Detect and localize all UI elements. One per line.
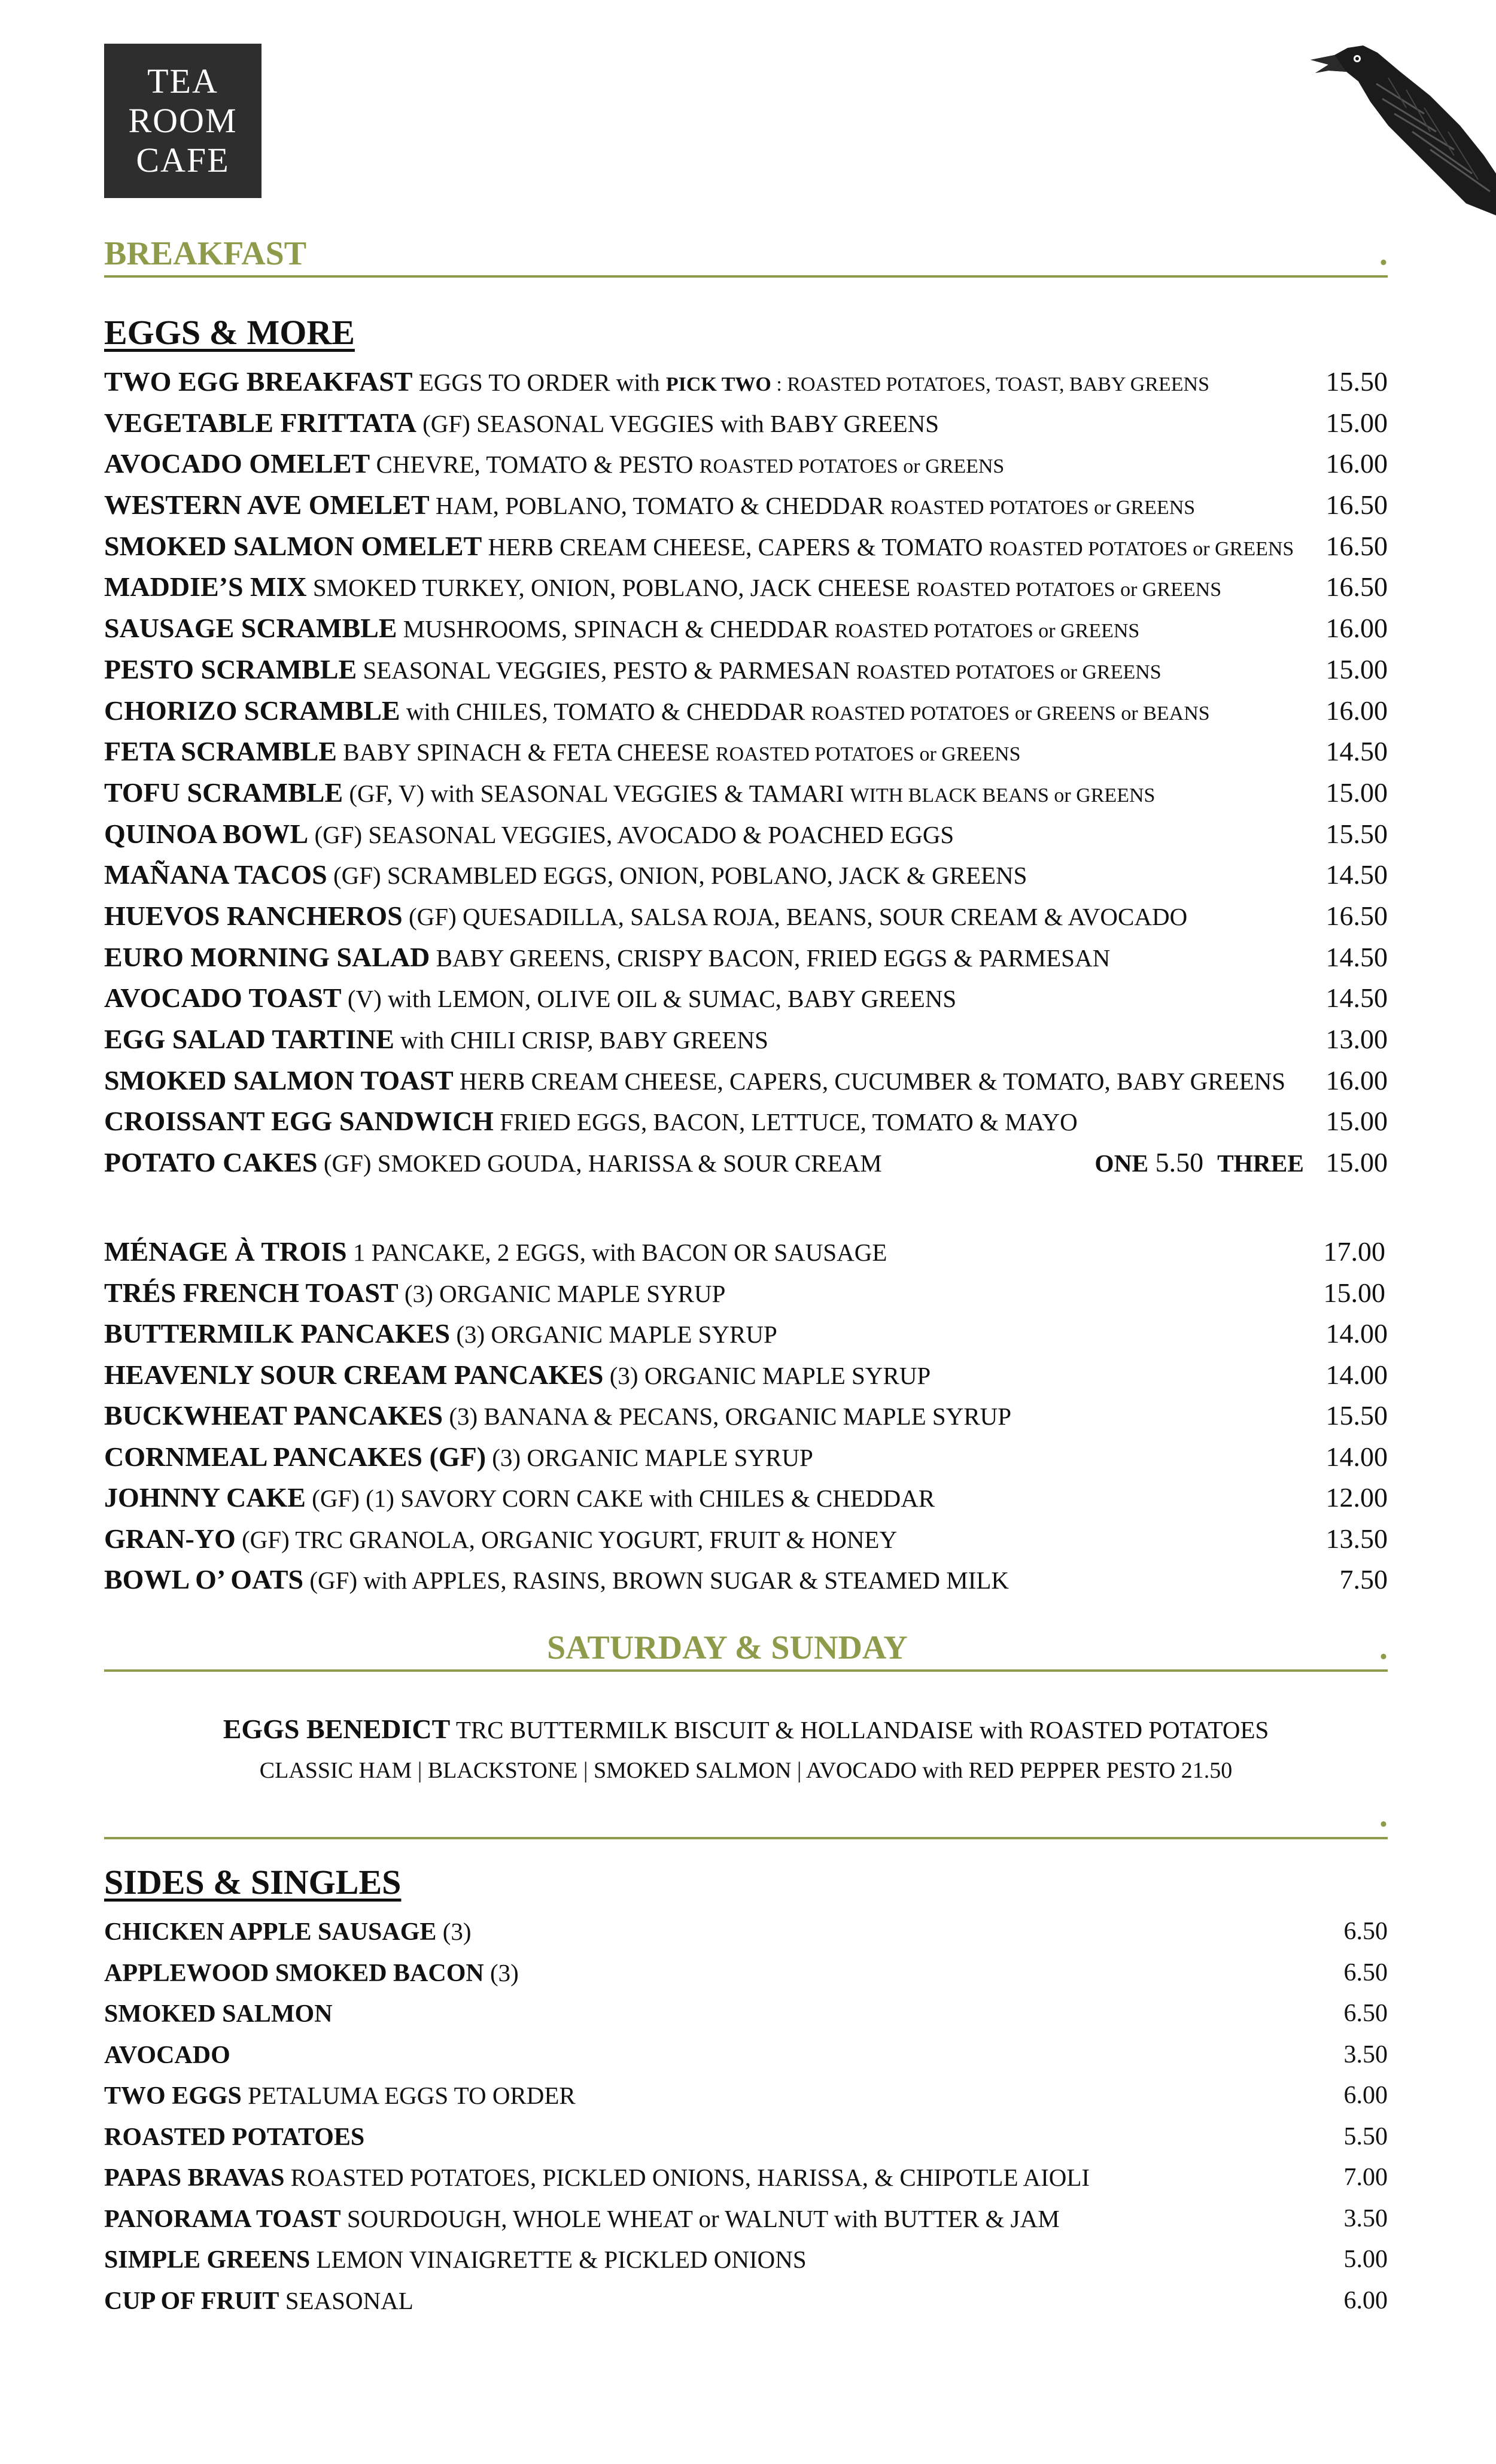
item-price: 15.00	[1325, 1106, 1388, 1137]
item-desc: (3) BANANA & PECANS, ORGANIC MAPLE SYRUP	[443, 1403, 1012, 1430]
item-price: 16.00	[1325, 695, 1388, 726]
item-extra: ROASTED POTATOES or GREENS	[890, 497, 1196, 519]
item-price: 3.50	[1343, 2040, 1388, 2068]
item-desc: (3)	[436, 1918, 472, 1945]
item-extra: ROASTED POTATOES or GREENS	[856, 661, 1161, 683]
item-name: BOWL O’ OATS	[104, 1564, 304, 1595]
item-extra: ROASTED POTATOES or GREENS	[834, 620, 1140, 643]
item-price: 16.00	[1325, 448, 1388, 479]
item-extra: ROASTED POTATOES or GREENS	[989, 537, 1294, 560]
item-price: 14.50	[1325, 859, 1388, 890]
item-desc: with CHILES, TOMATO & CHEDDAR	[400, 697, 811, 725]
item-price: 15.00	[1325, 777, 1388, 808]
item-name: GRAN-YO	[104, 1523, 236, 1554]
item-desc: SOURDOUGH, WHOLE WHEAT or WALNUT with BUTTER & JAM	[340, 2204, 1060, 2232]
item-name: WESTERN AVE OMELET	[104, 489, 430, 521]
item-extra: ROASTED POTATOES or GREENS	[716, 743, 1021, 766]
benedict-desc: TRC BUTTERMILK BISCUIT & HOLLANDAISE with ROASTED POTATOES	[450, 1716, 1269, 1744]
item-price: 13.00	[1325, 1024, 1388, 1054]
logo	[104, 44, 262, 198]
item-desc: EGGS TO ORDER with	[412, 369, 666, 396]
menu-item	[104, 2157, 1388, 2198]
item-extra-bold: PICK TWO	[665, 373, 771, 396]
item-price: 16.00	[1325, 613, 1388, 644]
item-price: 5.00	[1343, 2246, 1388, 2273]
menu-item	[104, 608, 1388, 649]
item-price: 16.50	[1325, 530, 1388, 561]
menu-item	[104, 690, 1388, 732]
item-extra: ROASTED POTATOES or GREENS	[699, 455, 1005, 478]
item-price: 15.00	[1325, 1147, 1388, 1178]
item-price: 15.50	[1325, 366, 1388, 397]
item-name: SIMPLE GREENS	[104, 2246, 311, 2274]
item-extra: : ROASTED POTATOES, TOAST, BABY GREENS	[771, 373, 1209, 396]
item-price: 14.00	[1325, 1441, 1388, 1472]
item-price: 13.50	[1325, 1523, 1388, 1554]
item-price: 6.00	[1343, 2286, 1388, 2314]
item-desc: (3) ORGANIC MAPLE SYRUP	[486, 1443, 813, 1471]
item-name: BUCKWHEAT PANCAKES	[104, 1400, 443, 1431]
item-desc: SEASONAL	[279, 2286, 413, 2314]
item-desc: (GF) TRC GRANOLA, ORGANIC YOGURT, FRUIT & HONEY	[235, 1525, 898, 1553]
item-name: SMOKED SALMON TOAST	[104, 1064, 454, 1096]
item-price: 7.00	[1343, 2164, 1388, 2191]
item-desc: HAM, POBLANO, TOMATO & CHEDDAR	[429, 492, 890, 520]
menu-item	[104, 485, 1388, 526]
menu-item	[104, 1559, 1388, 1601]
item-name: CORNMEAL PANCAKES (GF)	[104, 1441, 486, 1472]
item-desc: LEMON VINAIGRETTE & PICKLED ONIONS	[310, 2246, 807, 2273]
item-price: 14.50	[1325, 982, 1388, 1014]
menu-item	[104, 1477, 1388, 1519]
item-name: MADDIE’S MIX	[104, 571, 307, 603]
item-name: FETA SCRAMBLE	[104, 736, 337, 767]
item-extra: WITH BLACK BEANS or GREENS	[850, 784, 1156, 807]
crow-illustration	[1310, 24, 1496, 215]
item-name: CROISSANT EGG SANDWICH	[104, 1106, 494, 1137]
menu-item	[104, 1019, 1388, 1060]
benedict-name: EGGS BENEDICT	[223, 1714, 451, 1744]
menu-item	[104, 361, 1388, 403]
logo-line-1: TEA	[147, 62, 218, 101]
menu-item	[104, 649, 1388, 690]
item-desc: (GF) (1) SAVORY CORN CAKE with CHILES & CHEDDAR	[305, 1485, 935, 1512]
item-price: 7.50	[1339, 1564, 1388, 1595]
item-name: EURO MORNING SALAD	[104, 941, 430, 972]
menu-item	[104, 1101, 1388, 1142]
weekend-header	[104, 1629, 1388, 1672]
item-name: BUTTERMILK PANCAKES	[104, 1318, 451, 1349]
item-name: AVOCADO	[104, 2041, 230, 2069]
item-desc: CHEVRE, TOMATO & PESTO	[370, 451, 700, 479]
menu-item	[104, 2034, 1388, 2076]
menu-item	[104, 1952, 1388, 1994]
breakfast-header	[104, 235, 1388, 278]
weekend-closing-end: .	[1379, 1797, 1388, 1834]
pancakes-list	[104, 1231, 1388, 1601]
menu-item	[104, 814, 1388, 855]
item-desc: HERB CREAM CHEESE, CAPERS, CUCUMBER & TOMATO, BABY GREENS	[453, 1067, 1286, 1095]
item-price: 15.00	[1325, 407, 1388, 438]
menu-item	[104, 2280, 1388, 2322]
item-name: PESTO SCRAMBLE	[104, 653, 357, 685]
breakfast-title: BREAKFAST	[104, 235, 307, 272]
item-name: TWO EGGS	[104, 2082, 242, 2110]
menu-item	[104, 1911, 1388, 1952]
item-name: AVOCADO TOAST	[104, 982, 342, 1014]
item-name: APPLEWOOD SMOKED BACON	[104, 1959, 484, 1987]
item-desc: (3) ORGANIC MAPLE SYRUP	[450, 1321, 777, 1348]
weekend-closing-rule	[104, 1797, 1388, 1839]
menu-item	[104, 2116, 1388, 2158]
item-name: QUINOA BOWL	[104, 818, 309, 849]
item-desc: (3) ORGANIC MAPLE SYRUP	[603, 1361, 931, 1389]
menu-item	[104, 1231, 1388, 1273]
item-name: SMOKED SALMON OMELET	[104, 530, 482, 561]
sides-title: SIDES & SINGLES	[104, 1863, 402, 1902]
item-desc: HERB CREAM CHEESE, CAPERS & TOMATO	[482, 533, 989, 561]
item-desc: (3)	[484, 1958, 519, 1987]
menu-item	[104, 1142, 1388, 1184]
menu-item	[104, 2198, 1388, 2240]
menu-item	[104, 526, 1388, 567]
item-name: CHORIZO SCRAMBLE	[104, 695, 400, 726]
menu-item	[104, 978, 1388, 1019]
item-price: 15.00	[1325, 653, 1388, 685]
item-name: JOHNNY CAKE	[104, 1482, 306, 1513]
item-price: 6.00	[1343, 2082, 1388, 2109]
item-price: 14.50	[1325, 736, 1388, 767]
menu-item	[104, 2239, 1388, 2280]
item-name: MÉNAGE À TROIS	[104, 1236, 347, 1267]
eggs-benedict	[104, 1709, 1388, 1791]
menu-item	[104, 403, 1388, 444]
item-desc: PETALUMA EGGS TO ORDER	[241, 2082, 576, 2109]
item-name: TWO EGG BREAKFAST	[104, 366, 413, 397]
option-three-label: THREE	[1217, 1149, 1304, 1178]
item-name: TRÉS FRENCH TOAST	[104, 1277, 399, 1308]
menu-item	[104, 1313, 1388, 1355]
item-desc: (V) with LEMON, OLIVE OIL & SUMAC, BABY GREENS	[341, 985, 957, 1013]
option-one-price: 5.50	[1148, 1147, 1204, 1178]
item-name: AVOCADO OMELET	[104, 448, 370, 479]
benedict-line	[104, 1709, 1388, 1750]
item-size-options	[1094, 1142, 1304, 1184]
item-price: 16.50	[1325, 489, 1388, 521]
item-desc: BABY GREENS, CRISPY BACON, FRIED EGGS & PARMESAN	[430, 944, 1111, 972]
eggs-list	[104, 361, 1388, 1184]
benedict-options: CLASSIC HAM | BLACKSTONE | SMOKED SALMON | AVOCADO with RED PEPPER PESTO 21.50	[259, 1758, 1233, 1783]
item-desc: FRIED EGGS, BACON, LETTUCE, TOMATO & MAYO	[493, 1108, 1078, 1136]
item-desc: (GF) SEASONAL VEGGIES with BABY GREENS	[416, 409, 939, 437]
item-name: VEGETABLE FRITTATA	[104, 407, 416, 438]
item-desc: (3) ORGANIC MAPLE SYRUP	[398, 1279, 726, 1307]
item-name: TOFU SCRAMBLE	[104, 777, 343, 808]
item-price: 14.50	[1325, 941, 1388, 972]
menu-item	[104, 443, 1388, 485]
item-name: HEAVENLY SOUR CREAM PANCAKES	[104, 1359, 604, 1390]
item-desc: (GF, V) with SEASONAL VEGGIES & TAMARI	[343, 779, 850, 807]
logo-line-2: ROOM	[128, 101, 238, 140]
menu-item	[104, 1355, 1388, 1396]
item-name: CHICKEN APPLE SAUSAGE	[104, 1918, 437, 1946]
eggs-title: EGGS & MORE	[104, 313, 355, 352]
item-price: 6.50	[1343, 1958, 1388, 1987]
menu-item	[104, 1060, 1388, 1102]
item-name: CUP OF FRUIT	[104, 2287, 279, 2315]
item-desc: (GF) QUESADILLA, SALSA ROJA, BEANS, SOUR CREAM & AVOCADO	[402, 902, 1188, 930]
item-name: SAUSAGE SCRAMBLE	[104, 613, 397, 644]
sides-list	[104, 1911, 1388, 2321]
item-name: ROASTED POTATOES	[104, 2123, 365, 2151]
option-one-label: ONE	[1094, 1149, 1149, 1178]
item-desc: MUSHROOMS, SPINACH & CHEDDAR	[397, 615, 835, 643]
menu-item	[104, 1437, 1388, 1478]
item-price: 14.00	[1325, 1318, 1388, 1349]
item-price: 16.50	[1325, 571, 1388, 603]
item-name: SMOKED SALMON	[104, 2000, 333, 2028]
menu-item	[104, 1993, 1388, 2034]
item-price: 15.50	[1325, 818, 1388, 849]
item-name: MAÑANA TACOS	[104, 859, 327, 890]
menu-item	[104, 854, 1388, 896]
item-name: PAPAS BRAVAS	[104, 2164, 285, 2192]
item-price: 15.50	[1325, 1400, 1388, 1431]
item-name: HUEVOS RANCHEROS	[104, 900, 403, 931]
item-desc: (GF) with APPLES, RASINS, BROWN SUGAR & STEAMED MILK	[303, 1566, 1010, 1594]
item-price: 14.00	[1325, 1359, 1388, 1390]
weekend-title: SATURDAY & SUNDAY	[547, 1629, 908, 1666]
item-desc: SMOKED TURKEY, ONION, POBLANO, JACK CHEESE	[306, 574, 917, 602]
item-name: POTATO CAKES	[104, 1147, 318, 1178]
item-price: 6.50	[1343, 2000, 1388, 2027]
menu-item	[104, 1395, 1388, 1437]
item-desc: BABY SPINACH & FETA CHEESE	[336, 738, 716, 766]
item-name: PANORAMA TOAST	[104, 2205, 341, 2233]
item-price: 15.00	[1323, 1277, 1385, 1308]
item-desc: SEASONAL VEGGIES, PESTO & PARMESAN	[357, 656, 857, 684]
menu-item	[104, 731, 1388, 772]
menu-item	[104, 896, 1388, 937]
menu-item	[104, 1519, 1388, 1560]
item-extra: ROASTED POTATOES or GREENS or BEANS	[811, 702, 1210, 725]
item-desc: (GF) SCRAMBLED EGGS, ONION, POBLANO, JACK & GREENS	[327, 862, 1027, 890]
item-price: 3.50	[1343, 2204, 1388, 2232]
menu-item	[104, 772, 1388, 814]
menu-item	[104, 2075, 1388, 2116]
item-price: 16.00	[1325, 1064, 1388, 1096]
item-price: 17.00	[1323, 1236, 1385, 1267]
logo-line-3: CAFE	[136, 141, 230, 180]
item-name: EGG SALAD TARTINE	[104, 1024, 394, 1054]
item-desc: with CHILI CRISP, BABY GREENS	[394, 1026, 768, 1054]
menu-item	[104, 567, 1388, 608]
item-price: 5.50	[1343, 2122, 1388, 2150]
item-price: 16.50	[1325, 900, 1388, 931]
item-desc: 1 PANCAKE, 2 EGGS, with BACON OR SAUSAGE	[346, 1239, 887, 1266]
item-desc: (GF) SEASONAL VEGGIES, AVOCADO & POACHED EGGS	[308, 820, 954, 848]
breakfast-end: .	[1379, 235, 1388, 272]
item-desc: (GF) SMOKED GOUDA, HARISSA & SOUR CREAM	[317, 1149, 882, 1178]
item-price: 6.50	[1343, 1918, 1388, 1945]
menu-item	[104, 937, 1388, 978]
item-desc: ROASTED POTATOES, PICKLED ONIONS, HARISSA, & CHIPOTLE AIOLI	[284, 2164, 1090, 2191]
item-extra: ROASTED POTATOES or GREENS	[916, 579, 1222, 601]
weekend-end: .	[1379, 1629, 1388, 1666]
item-price: 12.00	[1325, 1482, 1388, 1513]
menu-item	[104, 1273, 1388, 1314]
